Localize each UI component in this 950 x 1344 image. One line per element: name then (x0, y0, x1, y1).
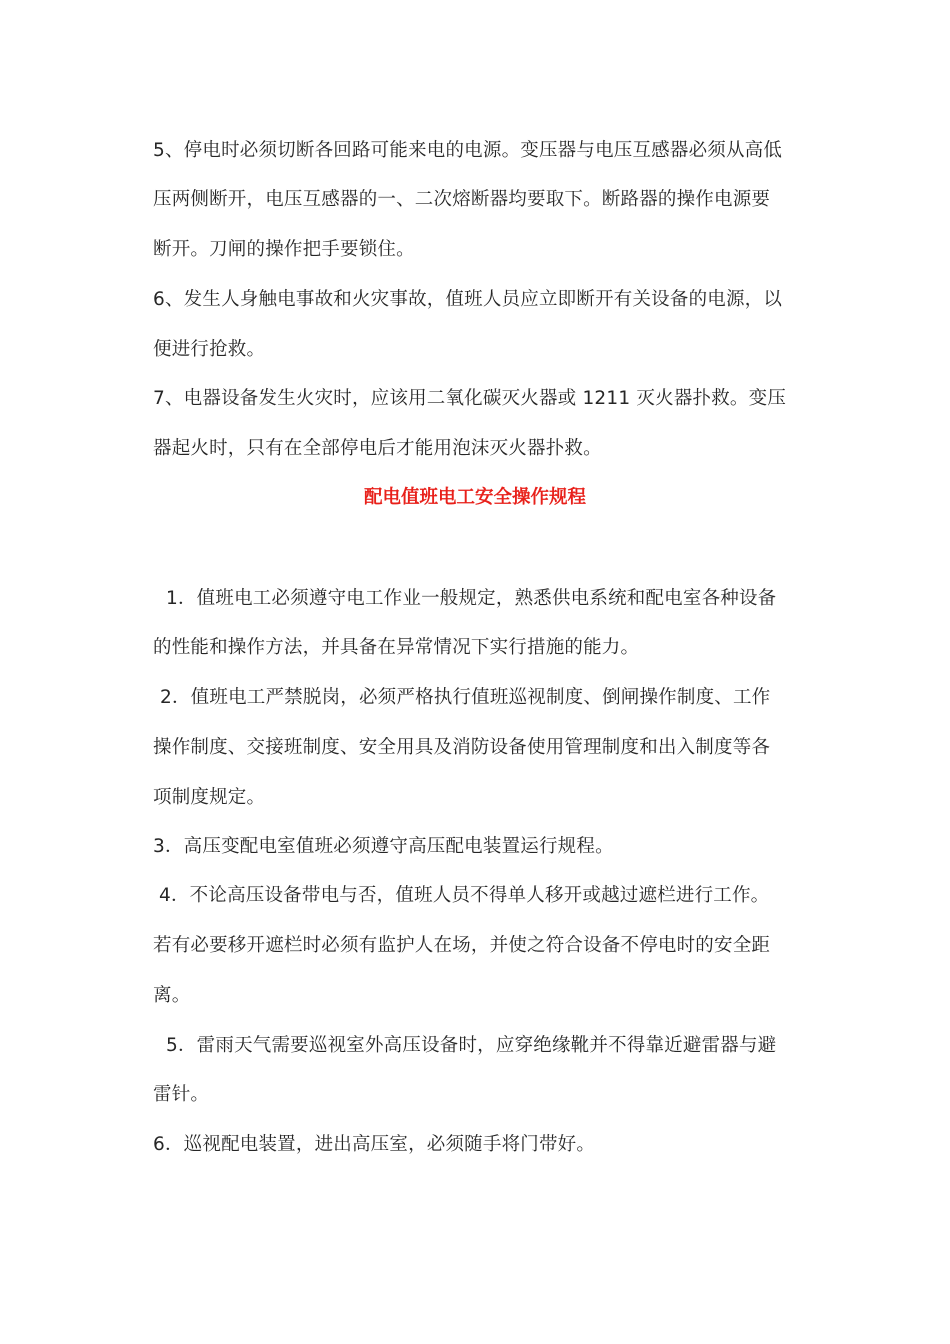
section-b-item6-line1: 6．巡视配电装置，进出高压室，必须随手将门带好。 (153, 1134, 596, 1155)
section-b-item2-line3: 项制度规定。 (153, 787, 266, 808)
section-heading: 配电值班电工安全操作规程 (363, 487, 586, 508)
section-b-item3-line1: 3．高压变配电室值班必须遵守高压配电装置运行规程。 (153, 836, 614, 857)
section-b-item4-line3: 离。 (153, 985, 191, 1006)
section-a-item6-line2: 便进行抢救。 (153, 339, 266, 360)
section-b-item2-line2: 操作制度、交接班制度、安全用具及消防设备使用管理制度和出入制度等各 (153, 737, 771, 758)
section-a-item5-line1: 5、停电时必须切断各回路可能来电的电源。变压器与电压互感器必须从高低 (153, 140, 783, 161)
section-a-item5-line3: 断开。刀闸的操作把手要锁住。 (153, 239, 415, 260)
section-b-item1-line2: 的性能和操作方法，并具备在异常情况下实行措施的能力。 (153, 637, 640, 658)
section-a-item6-line1: 6、发生人身触电事故和火灾事故，值班人员应立即断开有关设备的电源，以 (153, 289, 783, 310)
section-a-item7-line1: 7、电器设备发生火灾时，应该用二氧化碳灭火器或 1211 灭火器扑救。变压 (153, 388, 787, 409)
section-b-item2-line1: 2．值班电工严禁脱岗，必须严格执行值班巡视制度、倒闸操作制度、工作 (160, 687, 771, 708)
section-b-item4-line1: 4．不论高压设备带电与否，值班人员不得单人移开或越过遮栏进行工作。 (159, 885, 770, 906)
section-b-item1-line1: 1．值班电工必须遵守电工作业一般规定，熟悉供电系统和配电室各种设备 (166, 588, 777, 609)
section-b-item5-line2: 雷针。 (153, 1084, 210, 1105)
section-a-item5-line2: 压两侧断开，电压互感器的一、二次熔断器均要取下。断路器的操作电源要 (153, 189, 771, 210)
section-b-item4-line2: 若有必要移开遮栏时必须有监护人在场，并使之符合设备不停电时的安全距 (153, 935, 771, 956)
section-a-item7-line2: 器起火时，只有在全部停电后才能用泡沫灭火器扑救。 (153, 438, 602, 459)
section-b-item5-line1: 5．雷雨天气需要巡视室外高压设备时，应穿绝缘靴并不得靠近避雷器与避 (166, 1035, 777, 1056)
